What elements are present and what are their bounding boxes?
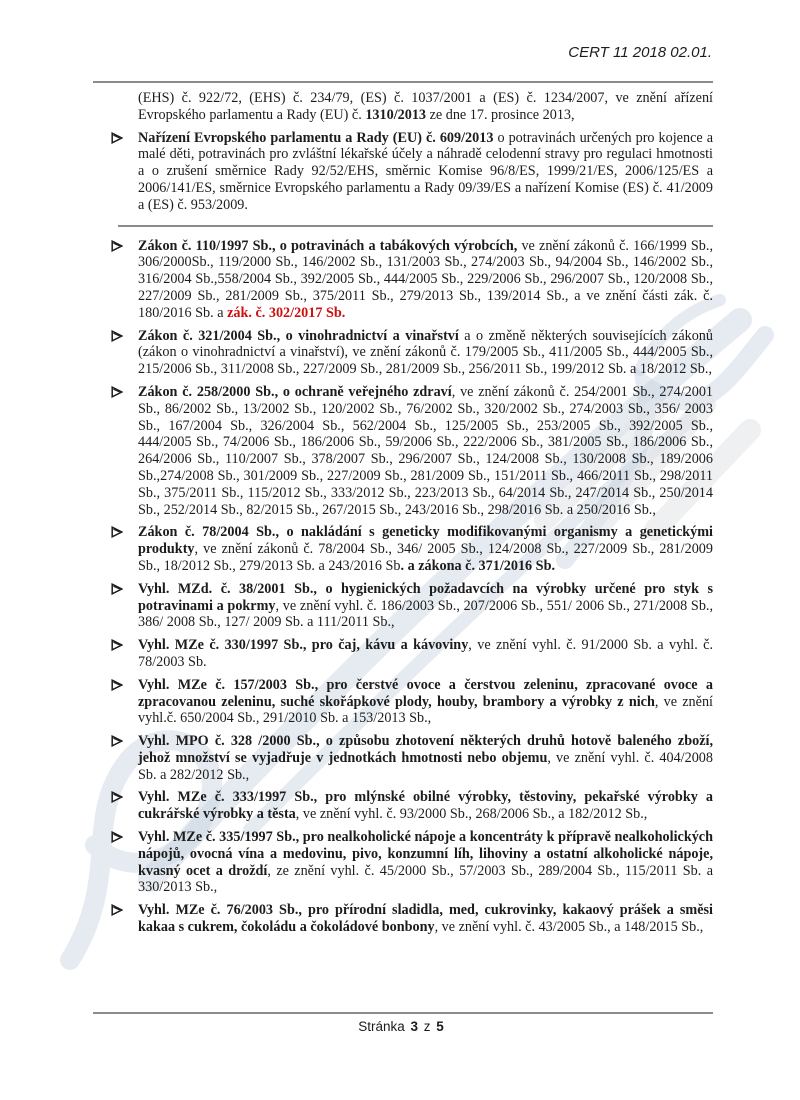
list-item (138, 524, 713, 574)
arrow-bullet-icon (111, 386, 123, 398)
paragraph-text: (EHS) č. 922/72, (EHS) č. 234/79, (ES) č. 1037/2001 a (ES) č. 1234/2007, ve znění ařízení Evropského parlamentu a Rady (EU) č. 1310/2013 ze dne 17. prosince 2013, (138, 90, 713, 123)
footer-rule (93, 1012, 713, 1014)
arrow-bullet-icon (111, 791, 123, 803)
arrow-bullet-icon (111, 240, 123, 252)
paragraph-text: Vyhl. MZe č. 330/1997 Sb., pro čaj, kávu a kávoviny, ve znění vyhl. č. 91/2000 Sb. a vyhl. č. 78/2003 Sb. (138, 637, 713, 670)
arrow-bullet-icon (111, 831, 123, 843)
arrow-bullet-icon (111, 735, 123, 747)
arrow-bullet-icon (111, 132, 123, 144)
paragraph-text: Vyhl. MZe č. 76/2003 Sb., pro přírodní sladidla, med, cukrovinky, kakaový prášek a směsi kakaa s cukrem, čokoládu a čokoládové bonbony, ve znění vyhl. č. 43/2005 Sb., a 148/2015 Sb., (138, 902, 713, 936)
paragraph-text: Vyhl. MZe č. 335/1997 Sb., pro nealkoholické nápoje a koncentráty k přípravě nealkoholických nápojů, ovocná vína a medovinu, pivo, konzumní líh, lihoviny a ostatní alkoholické nápoje, kvasný ocet a droždí, ze znění vyhl. č. 45/2000 Sb., 57/2003 Sb., 289/2004 Sb., 115/2011 Sb. a 330/2013 Sb., (138, 829, 713, 896)
footer-of-word: z (423, 1019, 431, 1034)
footer-page-number: 3 (410, 1019, 418, 1034)
document-code: CERT 11 2018 02.01. (568, 44, 712, 61)
paragraph-text: Zákon č. 258/2000 Sb., o ochraně veřejného zdraví, ve znění zákonů č. 254/2001 Sb., 274/2001 Sb., 86/2002 Sb., 13/2002 Sb., 120/2002 Sb., 76/2002 Sb., 320/2002 Sb., 274/2003 Sb., 356/ 2003 Sb., 167/2004 Sb., 326/2004 Sb., 562/2004 Sb., 125/2005 Sb., 253/2005 Sb., 392/2005 Sb., 444/2005 Sb., 74/2006 Sb., 186/2006 Sb., 59/2006 Sb., 222/2006 Sb., 381/2005 Sb., 186/2006 Sb., 264/2006 Sb., 110/2007 Sb., 378/2007 Sb., 296/2007 Sb., 124/2008 Sb., 130/2008 Sb., 189/2006 Sb.,274/2008 Sb., 301/2009 Sb., 227/2009 Sb., 281/2009 Sb., 151/2011 Sb., 466/2011 Sb., 298/2011 Sb., 375/2011 Sb., 115/2012 Sb., 333/2012 Sb., 223/2013 Sb., 64/2014 Sb., 247/2014 Sb., 250/2014 Sb., 252/2014 Sb., 82/2015 Sb., 267/2015 Sb., 243/2016 Sb., 298/2016 Sb. a 250/2016 Sb., (138, 383, 714, 518)
paragraph-text: Zákon č. 321/2004 Sb., o vinohradnictví a vinařství a o změně některých souvisejících zákonů (zákon o vinohradnictví a vinařství), ve znění zákonů č. 179/2005 Sb., 411/2005 Sb., 444/2005 Sb., 215/2006 Sb., 311/2008 Sb., 227/2009 Sb., 281/2009 Sb., 256/2011 Sb., 199/2012 Sb. a 18/2012 Sb., (138, 327, 713, 378)
header-rule (93, 81, 713, 83)
paragraph-text: Zákon č. 110/1997 Sb., o potravinách a tabákových výrobcích, ve znění zákonů č. 166/1999 Sb., 306/2000Sb., 119/2000 Sb., 146/2002 Sb., 131/2003 Sb., 274/2003 Sb., 94/2004 Sb., 146/2002 Sb., 316/2004 Sb.,558/2004 Sb., 392/2005 Sb., 444/2005 Sb., 229/2006 Sb., 296/2007 Sb., 120/2008 Sb., 227/2009 Sb., 281/2009 Sb., 375/2011 Sb., 279/2013 Sb., 139/2014 Sb., a ve znění části zák. č. 180/2016 Sb. a zák. č. 302/2017 Sb. (138, 237, 713, 321)
arrow-bullet-icon (111, 583, 123, 595)
paragraph-text: Vyhl. MZe č. 157/2003 Sb., pro čerstvé ovoce a čerstvou zeleninu, zpracované ovoce a zpracovanou zeleninu, suché skořápkové plody, houby, brambory a výrobky z nich, ve znění vyhl.č. 650/2004 Sb., 291/2010 Sb. a 153/2013 Sb., (138, 676, 713, 727)
paragraph-text: Nařízení Evropského parlamentu a Rady (EU) č. 609/2013 o potravinách určených pro kojence a malé děti, potravinách pro zvláštní lékařské účely a náhradě celodenní stravy pro regulaci hmotnosti a o zrušení směrnice Rady 92/52/EHS, směrnic Komise 96/8/ES, 1999/21/ES, 2006/125/ES a 2006/141/ES, směrnice Evropského parlamentu a Rady 09/39/ES a nařízení Komise (ES) č. 41/2009 a (ES) č. 953/2009. (138, 129, 713, 213)
list-item (138, 733, 713, 783)
page-number-footer (0, 1019, 800, 1034)
list-item (138, 581, 713, 631)
list-item (138, 238, 713, 322)
paragraph-text: Vyhl. MZe č. 333/1997 Sb., pro mlýnské obilné výrobky, těstoviny, pekařské výrobky a cukrářské výrobky a těsta, ve znění vyhl. č. 93/2000 Sb., 268/2006 Sb., a 182/2012 Sb., (138, 789, 713, 823)
paragraph (138, 90, 713, 124)
list-item (138, 789, 713, 823)
arrow-bullet-icon (111, 330, 123, 342)
paragraph-list (138, 90, 713, 942)
list-item (138, 384, 713, 518)
paragraph-text: Vyhl. MZd. č. 38/2001 Sb., o hygienických požadavcích na výrobky určené pro styk s potravinami a pokrmy, ve znění vyhl. č. 186/2003 Sb., 207/2006 Sb., 551/ 2006 Sb., 271/2008 Sb., 386/ 2008 Sb., 127/ 2009 Sb. a 111/2011 Sb., (138, 580, 714, 631)
footer-total-pages: 5 (436, 1019, 444, 1034)
section-separator-rule (118, 225, 713, 227)
paragraph-text: Zákon č. 78/2004 Sb., o nakládání s geneticky modifikovanými organismy a genetickými produkty, ve znění zákonů č. 78/2004 Sb., 346/ 2005 Sb., 124/2008 Sb., 227/2009 Sb., 281/2009 Sb., 18/2012 Sb., 279/2013 Sb. a 243/2016 Sb. a zákona č. 371/2016 Sb. (138, 524, 713, 574)
list-item (138, 829, 713, 896)
arrow-bullet-icon (111, 639, 123, 651)
paragraph-text: Vyhl. MPO č. 328 /2000 Sb., o způsobu zhotovení některých druhů hotově baleného zboží, jehož množství se vyjadřuje v jednotkách hmotnosti nebo objemu, ve znění vyhl. č. 404/2008 Sb. a 282/2012 Sb., (138, 733, 713, 783)
list-item (138, 677, 713, 727)
list-item (138, 637, 713, 671)
arrow-bullet-icon (111, 679, 123, 691)
arrow-bullet-icon (111, 526, 123, 538)
list-item (138, 902, 713, 936)
arrow-bullet-icon (111, 904, 123, 916)
list-item (138, 130, 713, 214)
footer-prefix: Stránka (358, 1019, 405, 1034)
list-item (138, 328, 713, 378)
